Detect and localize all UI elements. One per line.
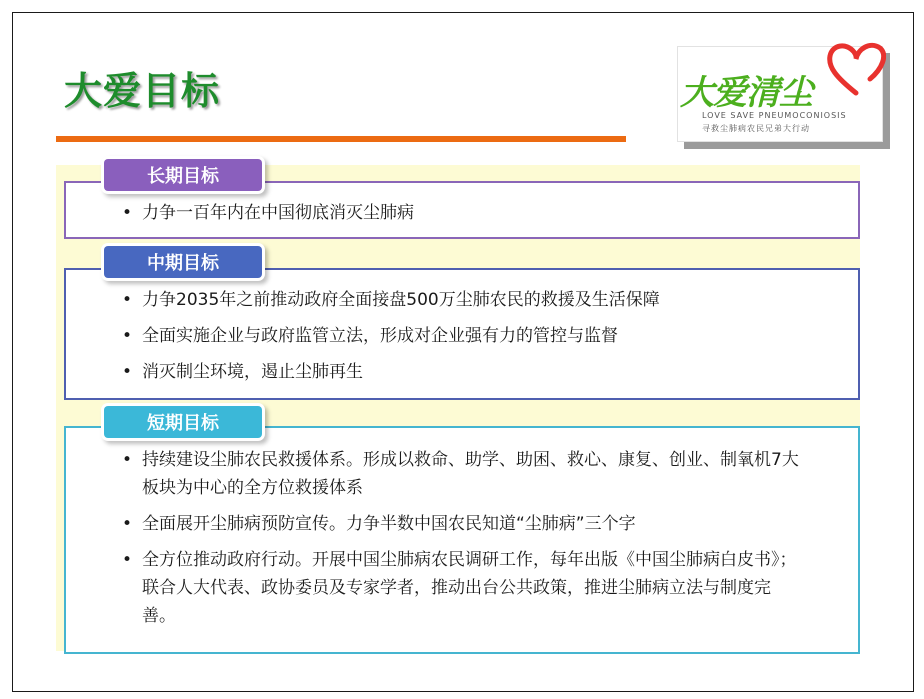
logo-name: 大爱清尘 xyxy=(680,73,812,113)
list-item: • 全面实施企业与政府监管立法，形成对企业强有力的管控与监督 xyxy=(122,322,842,350)
logo xyxy=(677,46,883,142)
logo-subtitle-cn: 寻救尘肺病农民兄弟大行动 xyxy=(702,124,810,133)
short-term-badge: 短期目标 xyxy=(104,406,262,438)
mid-term-badge: 中期目标 xyxy=(104,246,262,278)
title-rule xyxy=(56,136,626,142)
list-item: • 力争2035年之前推动政府全面接盘500万尘肺农民的救援及生活保障 xyxy=(122,286,842,314)
mid-term-list xyxy=(122,286,842,394)
list-item: • 力争一百年内在中国彻底消灭尘肺病 xyxy=(122,199,822,227)
list-item: • 全方位推动政府行动。开展中国尘肺病农民调研工作，每年出版《中国尘肺病白皮书》；联合人大代表、政协委员及专家学者，推动出台公共政策，推进尘肺病立法与制度完善。 xyxy=(122,546,802,630)
long-term-list xyxy=(122,199,822,227)
list-item: • 全面展开尘肺病预防宣传。力争半数中国农民知道“尘肺病”三个字 xyxy=(122,510,802,538)
logo-subtitle-en: LOVE SAVE PNEUMOCONIOSIS xyxy=(702,111,847,120)
heart-icon xyxy=(826,39,886,99)
list-item: • 消灭制尘环境，遏止尘肺再生 xyxy=(122,358,842,386)
list-item: • 持续建设尘肺农民救援体系。形成以救命、助学、助困、救心、康复、创业、制氧机7大板块为中心的全方位救援体系 xyxy=(122,446,802,502)
page-title: 大爱目标 xyxy=(64,69,221,113)
long-term-badge: 长期目标 xyxy=(104,159,262,191)
short-term-list xyxy=(122,446,802,638)
